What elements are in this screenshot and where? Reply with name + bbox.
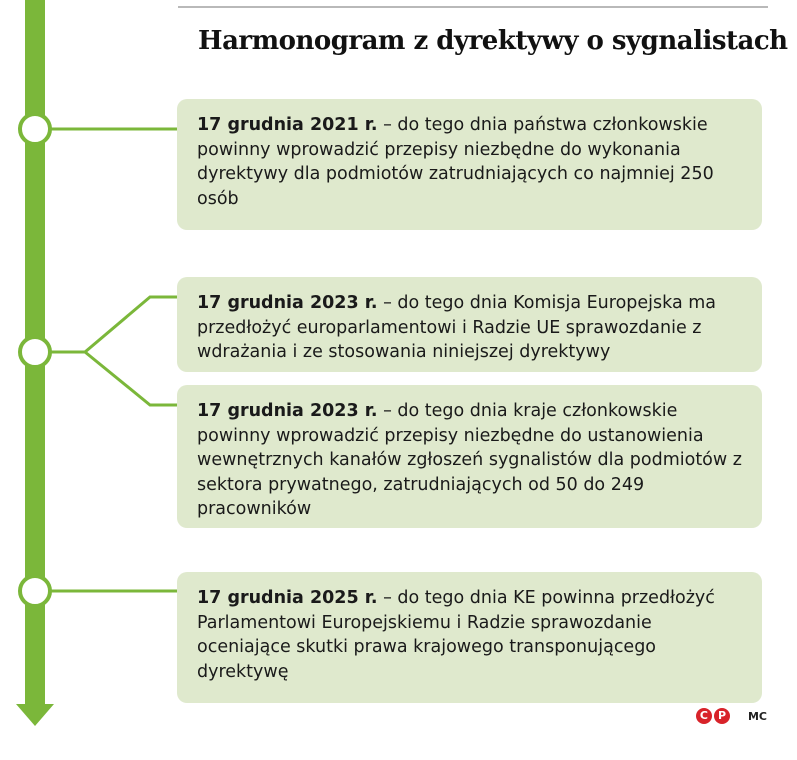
- entry-date: 17 grudnia 2021 r.: [197, 115, 378, 135]
- timeline-node: [20, 114, 50, 144]
- timeline-node: [20, 337, 50, 367]
- timeline-entry-card: [177, 99, 762, 230]
- timeline-entry-card: [177, 572, 762, 703]
- entry-date: 17 grudnia 2023 r.: [197, 401, 378, 421]
- logo-letter: C: [696, 708, 712, 724]
- entry-text: – do tego dnia państwa członkowskie powinny wprowadzić przepisy niezbędne do wykonania dyrektywy dla podmiotów zatrudniających co najmniej 250 osób: [197, 115, 714, 209]
- publisher-logo-icon: [696, 708, 730, 724]
- timeline-entry-card: [177, 277, 762, 372]
- entry-text: – do tego dnia KE powinna przedłożyć Parlamentowi Europejskiemu i Radzie sprawozdanie oceniające skutki prawa krajowego transponującego dyrektywę: [197, 588, 715, 682]
- entry-text: – do tego dnia Komisja Europejska ma przedłożyć europarlamentowi i Radzie UE sprawozdanie z wdrażania i ze stosowania niniejszej dyrektywy: [197, 293, 717, 362]
- connector-branch: [35, 297, 178, 352]
- timeline-node: [20, 576, 50, 606]
- timeline-arrow-head: [16, 704, 54, 726]
- logo-letter: P: [714, 708, 730, 724]
- entry-text: – do tego dnia kraje członkowskie powinny wprowadzić przepisy niezbędne do ustanowienia wewnętrznych kanałów zgłoszeń sygnalistów dla podmiotów z sektora prywatnego, zatrudniających od 50 do 249 pracowników: [197, 401, 742, 519]
- author-initials: MC: [747, 709, 767, 723]
- entry-date: 17 grudnia 2023 r.: [197, 293, 378, 313]
- credits: [696, 708, 767, 724]
- entry-date: 17 grudnia 2025 r.: [197, 588, 378, 608]
- timeline-entry-card: [177, 385, 762, 528]
- connector-branch: [85, 352, 178, 405]
- page-title: Harmonogram z dyrektywy o sygnalistach: [198, 26, 788, 56]
